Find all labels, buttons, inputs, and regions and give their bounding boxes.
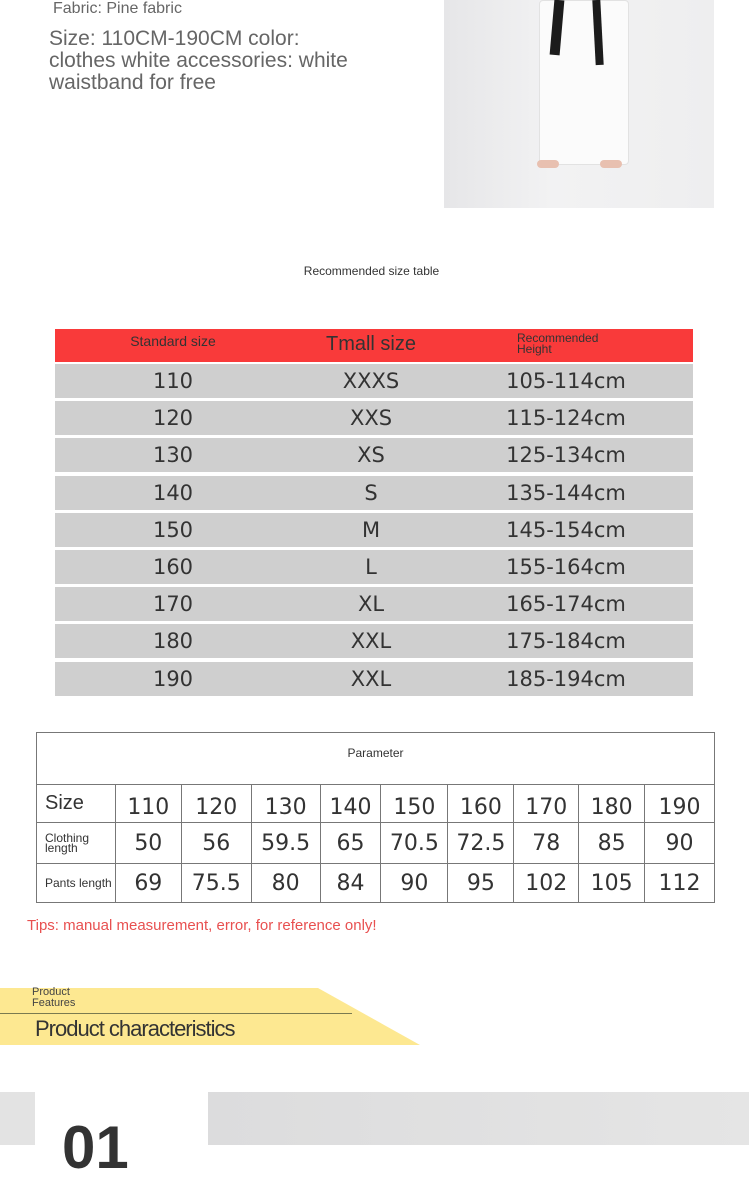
tmall-size: S [364, 480, 378, 505]
recommended-height: 185-194cm [506, 666, 626, 691]
parameter-cell: 130 [251, 785, 320, 823]
recommended-height: 105-114cm [506, 369, 626, 393]
standard-size: 130 [152, 443, 194, 468]
tmall-size: XXS [349, 406, 393, 431]
parameter-cell: 102 [514, 864, 579, 903]
parameter-title: Parameter [37, 733, 715, 785]
tmall-size: XXXS [342, 369, 400, 393]
parameter-cell: 95 [448, 864, 514, 903]
standard-size: 170 [152, 592, 194, 617]
header-tmall-size: Tmall size [325, 333, 416, 355]
banner-title: Product characteristics [35, 1016, 235, 1041]
description-text: Size: 110CM-190CM color: clothes white accessories: white waistband for free [49, 27, 348, 94]
recommended-height: 165-174cm [506, 592, 626, 617]
parameter-cell: 140 [320, 785, 381, 823]
recommended-height: 135-144cm [506, 480, 626, 505]
header-recommended-height: Recommended Height [517, 331, 599, 356]
parameter-cell: 112 [645, 864, 715, 903]
size-table-row [55, 438, 693, 472]
parameter-cell: 150 [381, 785, 448, 823]
parameter-row [37, 785, 715, 823]
parameter-table [36, 732, 715, 903]
parameter-cell: 110 [115, 785, 181, 823]
header-standard-size: Standard size [130, 333, 216, 349]
banner-divider [0, 1013, 352, 1014]
tmall-size: XXL [350, 629, 392, 654]
recommended-height: 125-134cm [506, 443, 626, 468]
parameter-cell: 90 [381, 864, 448, 903]
parameter-cell: 90 [645, 823, 715, 864]
parameter-cell: 160 [448, 785, 514, 823]
parameter-cell: 56 [181, 823, 251, 864]
parameter-cell: 84 [320, 864, 381, 903]
standard-size: 150 [152, 517, 194, 542]
standard-size: 140 [152, 480, 194, 505]
size-table-row [55, 476, 693, 510]
parameter-cell: 78 [514, 823, 579, 864]
parameter-cell: 72.5 [448, 823, 514, 864]
parameter-cell: 59.5 [251, 823, 320, 864]
parameter-cell: 105 [579, 864, 645, 903]
tips-text: Tips: manual measurement, error, for reference only! [27, 917, 377, 934]
recommended-height: 175-184cm [506, 629, 626, 654]
size-table-row [55, 662, 693, 696]
standard-size: 190 [152, 666, 194, 691]
parameter-cell: 69 [115, 864, 181, 903]
tmall-size: M [361, 517, 381, 542]
parameter-row [37, 823, 715, 864]
parameter-cell: 180 [579, 785, 645, 823]
size-table-row [55, 364, 693, 398]
fabric-text: Fabric: Pine fabric [53, 0, 182, 17]
parameter-cell: 65 [320, 823, 381, 864]
feature-image-left [0, 1092, 35, 1145]
parameter-cell: 50 [115, 823, 181, 864]
recommended-height: 115-124cm [506, 406, 626, 431]
parameter-row-label: Clothing length [37, 823, 116, 864]
size-table-title: Recommended size table [303, 264, 440, 278]
parameter-row-label: Pants length [37, 864, 116, 903]
tmall-size: XS [357, 443, 385, 468]
size-table-row [55, 401, 693, 435]
standard-size: 110 [152, 369, 194, 393]
parameter-cell: 120 [181, 785, 251, 823]
parameter-cell: 80 [251, 864, 320, 903]
recommended-height: 145-154cm [506, 517, 626, 542]
section-number: 01 [62, 1114, 129, 1181]
parameter-row-label: Size [37, 785, 116, 823]
parameter-cell: 190 [645, 785, 715, 823]
parameter-cell: 70.5 [381, 823, 448, 864]
parameter-cell: 75.5 [181, 864, 251, 903]
standard-size: 180 [152, 629, 194, 654]
standard-size: 160 [152, 555, 194, 579]
size-table-row [55, 624, 693, 658]
size-table-row [55, 513, 693, 547]
parameter-row [37, 864, 715, 903]
tmall-size: L [365, 555, 377, 579]
standard-size: 120 [152, 406, 194, 431]
tmall-size: XXL [350, 666, 392, 691]
size-table-row [55, 587, 693, 621]
tmall-size: XL [357, 592, 385, 617]
recommended-height: 155-164cm [506, 555, 626, 579]
parameter-cell: 85 [579, 823, 645, 864]
size-table-header [55, 329, 693, 362]
banner-subtitle: Product Features [32, 986, 76, 1009]
size-table-row [55, 550, 693, 584]
product-photo [444, 0, 714, 208]
parameter-cell: 170 [514, 785, 579, 823]
feature-image-right [208, 1092, 749, 1145]
